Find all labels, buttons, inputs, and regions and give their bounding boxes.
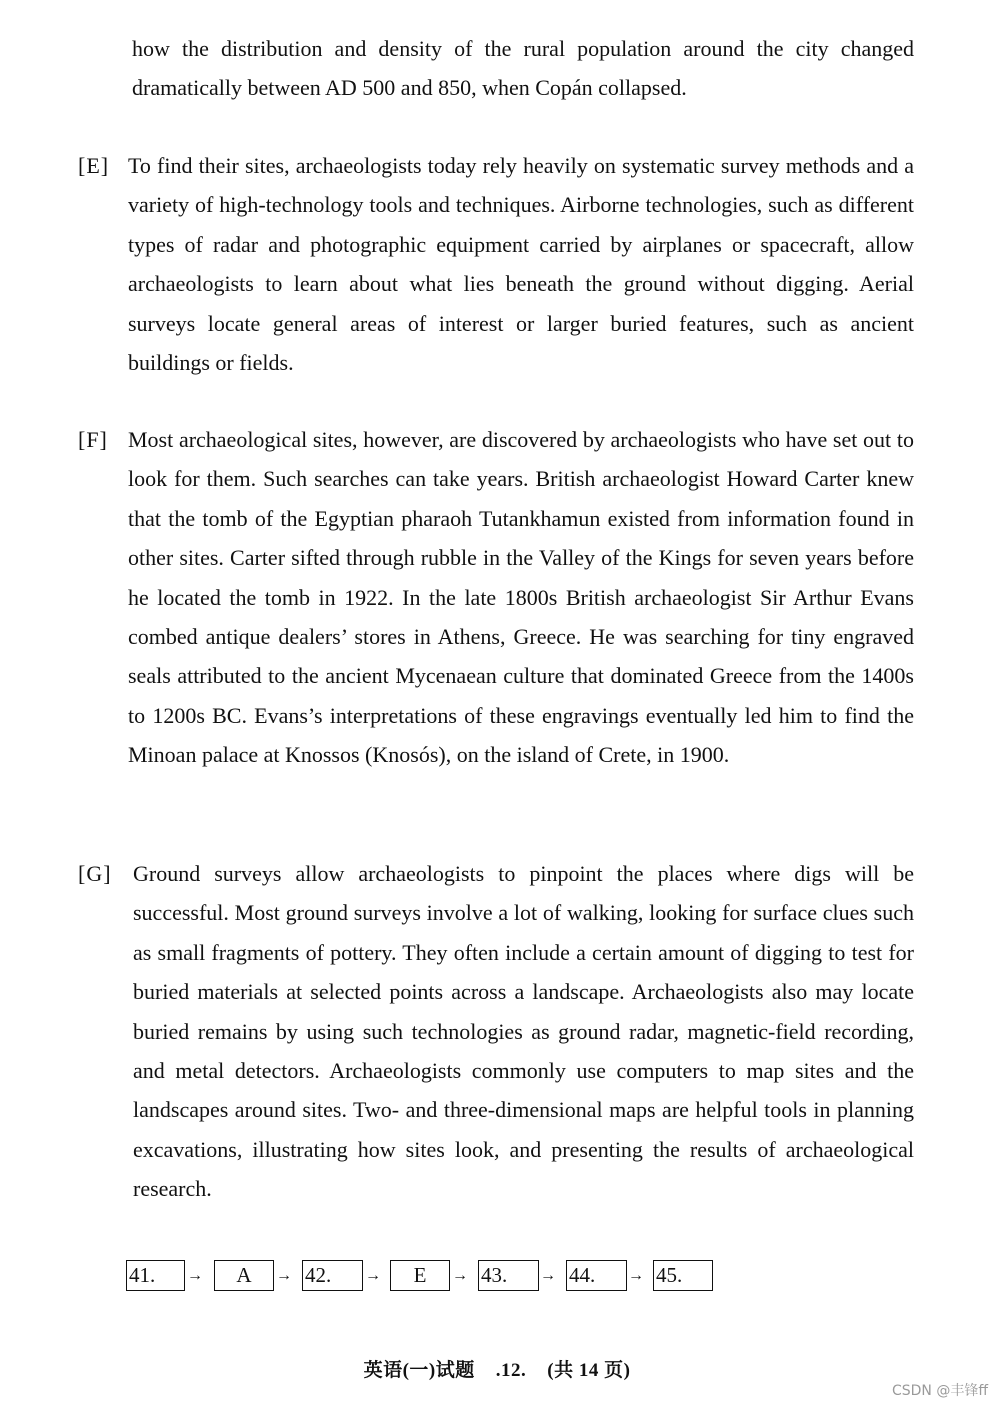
paragraph-tag-e: [E]	[78, 153, 110, 178]
footer-subject: 英语(一)试题	[363, 1360, 475, 1381]
answer-box-42[interactable]: 42.	[302, 1260, 363, 1291]
answer-flow-diagram	[126, 1260, 726, 1291]
paragraph-tag-f: [F]	[78, 427, 108, 452]
answer-box-44[interactable]: 44.	[566, 1260, 627, 1291]
footer-total-pages: (共 14 页)	[547, 1360, 631, 1381]
flow-arrow-icon: →	[452, 1267, 468, 1284]
page-footer	[0, 1355, 994, 1382]
answer-box-45[interactable]: 45.	[653, 1260, 713, 1291]
paragraph-g: Ground surveys allow archaeologists to pinpoint the places where digs will be successful. Most ground surveys involve a lot of walking, looking for surface clues such as small fragments of pottery. They often include a certain amount of digging to test for buried materials at selected points across a landscape. Archaeologists also may locate buried remains by using such technologies as ground radar, magnetic-field recording, and metal detectors. Archaeologists commonly use computers to map sites and the landscapes around sites. Two- and three-dimensional maps are helpful tools in planning excavations, illustrating how sites look, and presenting the results of archaeological research.	[133, 861, 914, 1202]
answer-box-41[interactable]: 41.	[126, 1260, 185, 1291]
footer-page-number: .12.	[495, 1360, 527, 1381]
given-box-a: A	[214, 1260, 274, 1291]
flow-arrow-icon: →	[276, 1267, 292, 1284]
answer-box-43[interactable]: 43.	[478, 1260, 539, 1291]
intro-paragraph: how the distribution and density of the rural population around the city changed dramatically between AD 500 and 850, when Copán collapsed.	[132, 36, 914, 101]
paragraph-tag-g: [G]	[78, 861, 112, 886]
flow-arrow-icon: →	[187, 1267, 203, 1284]
flow-arrow-icon: →	[365, 1267, 381, 1284]
watermark: CSDN @丰锋ff	[891, 1383, 988, 1399]
flow-arrow-icon: →	[540, 1267, 556, 1284]
paragraph-f: Most archaeological sites, however, are discovered by archaeologists who have set out to look for them. Such searches can take years. British archaeologist Howard Carter knew that the tomb of the Egyptian pharaoh Tutankhamun existed from information found in other sites. Carter sifted through rubble in the Valley of the Kings for seven years before he located the tomb in 1922. In the late 1800s British archaeologist Sir Arthur Evans combed antique dealers’ stores in Athens, Greece. He was searching for tiny engraved seals attributed to the ancient Mycenaean culture that dominated Greece from the 1400s to 1200s BC. Evans’s interpretations of these engravings eventually led him to find the Minoan palace at Knossos (Knosós), on the island of Crete, in 1900.	[128, 427, 914, 768]
paragraph-e: To find their sites, archaeologists today rely heavily on systematic survey methods and a variety of high-technology tools and techniques. Airborne technologies, such as different types of radar and photographic equipment carried by airplanes or spacecraft, allow archaeologists to learn about what lies beneath the ground without digging. Aerial surveys locate general areas of interest or larger buried features, such as ancient buildings or fields.	[128, 153, 914, 376]
given-box-e: E	[390, 1260, 450, 1291]
flow-arrow-icon: →	[628, 1267, 644, 1284]
